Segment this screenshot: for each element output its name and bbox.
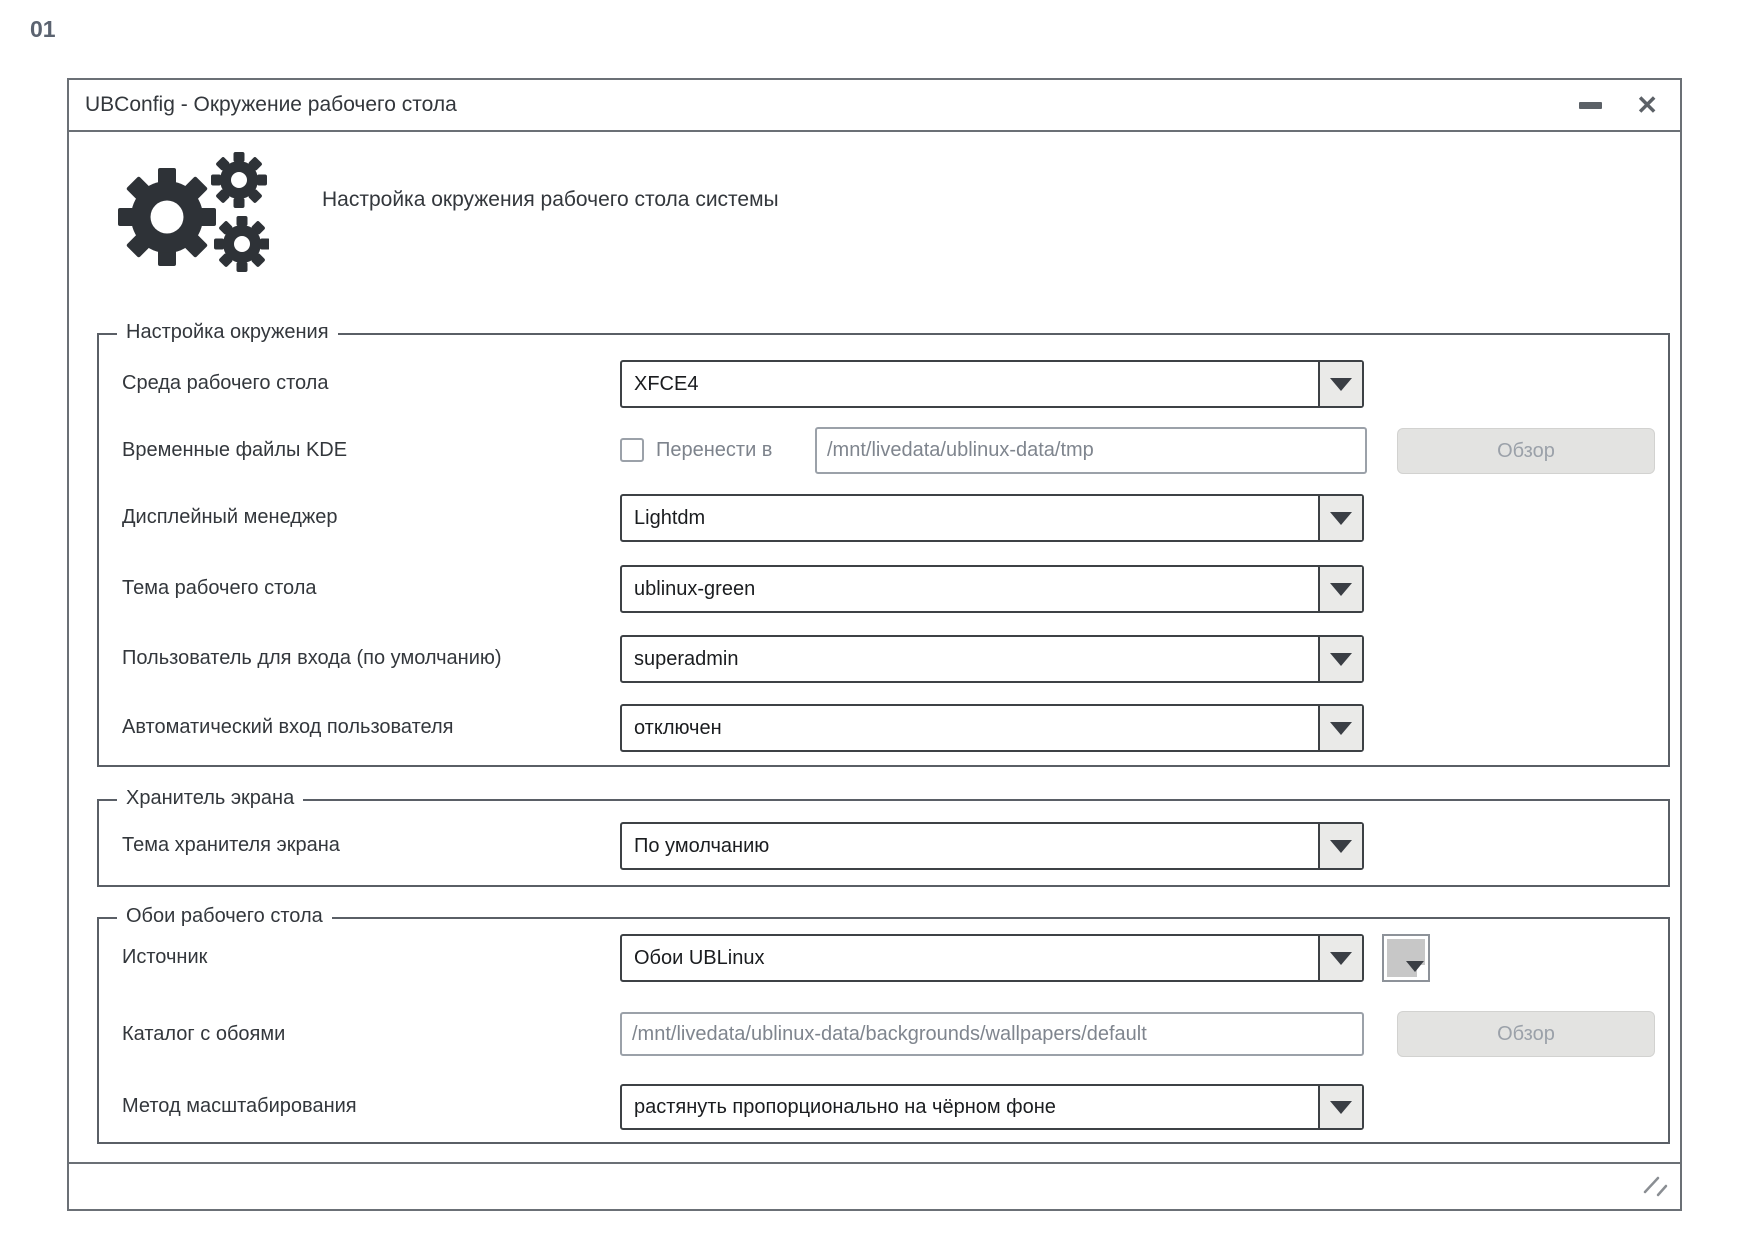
wallpaper-source-dropdown[interactable] (620, 934, 1364, 982)
ubconfig-window (67, 78, 1682, 1211)
scaling-method-label: Метод масштабирования (122, 1095, 357, 1117)
dropdown-value: растянуть пропорционально на чёрном фоне (634, 1095, 1056, 1118)
dropdown-value: Обои UBLinux (634, 946, 765, 969)
wallpaper-preview-picker-button[interactable] (1382, 934, 1430, 982)
group-legend: Настройка окружения (117, 321, 338, 344)
scaling-method-dropdown[interactable] (620, 1084, 1364, 1130)
chevron-down-icon (1406, 961, 1424, 972)
window-description: Настройка окружения рабочего стола системы (322, 188, 779, 211)
desktop-environment-label: Среда рабочего стола (122, 372, 329, 394)
login-user-label: Пользователь для входа (по умолчанию) (122, 647, 502, 669)
browse-button[interactable] (1397, 428, 1655, 474)
screensaver-theme-dropdown[interactable] (620, 822, 1364, 870)
group-legend: Обои рабочего стола (117, 905, 332, 928)
dropdown-value: отключен (634, 716, 722, 739)
group-legend: Хранитель экрана (117, 787, 303, 810)
desktop-theme-dropdown[interactable] (620, 565, 1364, 613)
minimize-icon[interactable] (1579, 102, 1602, 109)
auto-login-label: Автоматический вход пользователя (122, 716, 454, 738)
move-to-checkbox[interactable] (620, 438, 644, 462)
move-to-checkbox-label[interactable]: Перенести в (656, 439, 773, 461)
display-manager-dropdown[interactable] (620, 494, 1364, 542)
browse-button-label: Обзор (1497, 1022, 1555, 1045)
chevron-down-icon[interactable] (1318, 824, 1362, 868)
gears-icon (109, 144, 269, 279)
group-wallpaper (97, 905, 1670, 1144)
wallpaper-folder-path-input[interactable] (620, 1012, 1364, 1056)
browse-button-label: Обзор (1497, 439, 1555, 462)
desktop-theme-label: Тема рабочего стола (122, 577, 317, 599)
status-bar (69, 1162, 1680, 1209)
chevron-down-icon[interactable] (1318, 1086, 1362, 1128)
dropdown-value: superadmin (634, 647, 739, 670)
window-title: UBConfig - Окружение рабочего стола (85, 93, 457, 116)
page-number-label: 01 (30, 16, 56, 42)
group-environment-settings (97, 321, 1670, 767)
login-user-dropdown[interactable] (620, 635, 1364, 683)
chevron-down-icon[interactable] (1318, 567, 1362, 611)
chevron-down-icon[interactable] (1318, 496, 1362, 540)
wallpaper-folder-label: Каталог с обоями (122, 1023, 286, 1045)
group-screensaver (97, 787, 1670, 887)
screensaver-theme-label: Тема хранителя экрана (122, 834, 340, 856)
chevron-down-icon[interactable] (1318, 362, 1362, 406)
chevron-down-icon[interactable] (1318, 637, 1362, 681)
desktop-environment-dropdown[interactable] (620, 360, 1364, 408)
dropdown-value: ublinux-green (634, 577, 756, 600)
dropdown-value: По умолчанию (634, 834, 770, 857)
browse-button[interactable] (1397, 1011, 1655, 1057)
kde-temp-path-input[interactable] (815, 427, 1367, 474)
title-bar (69, 80, 1680, 132)
display-manager-label: Дисплейный менеджер (122, 506, 338, 528)
auto-login-dropdown[interactable] (620, 704, 1364, 752)
wallpaper-source-label: Источник (122, 946, 208, 968)
resize-grip-icon[interactable] (1642, 1175, 1670, 1199)
chevron-down-icon[interactable] (1318, 706, 1362, 750)
chevron-down-icon[interactable] (1318, 936, 1362, 980)
dropdown-value: Lightdm (634, 506, 706, 529)
dropdown-value: XFCE4 (634, 372, 699, 395)
close-icon[interactable]: ✕ (1636, 90, 1658, 120)
kde-temp-files-label: Временные файлы KDE (122, 439, 348, 461)
